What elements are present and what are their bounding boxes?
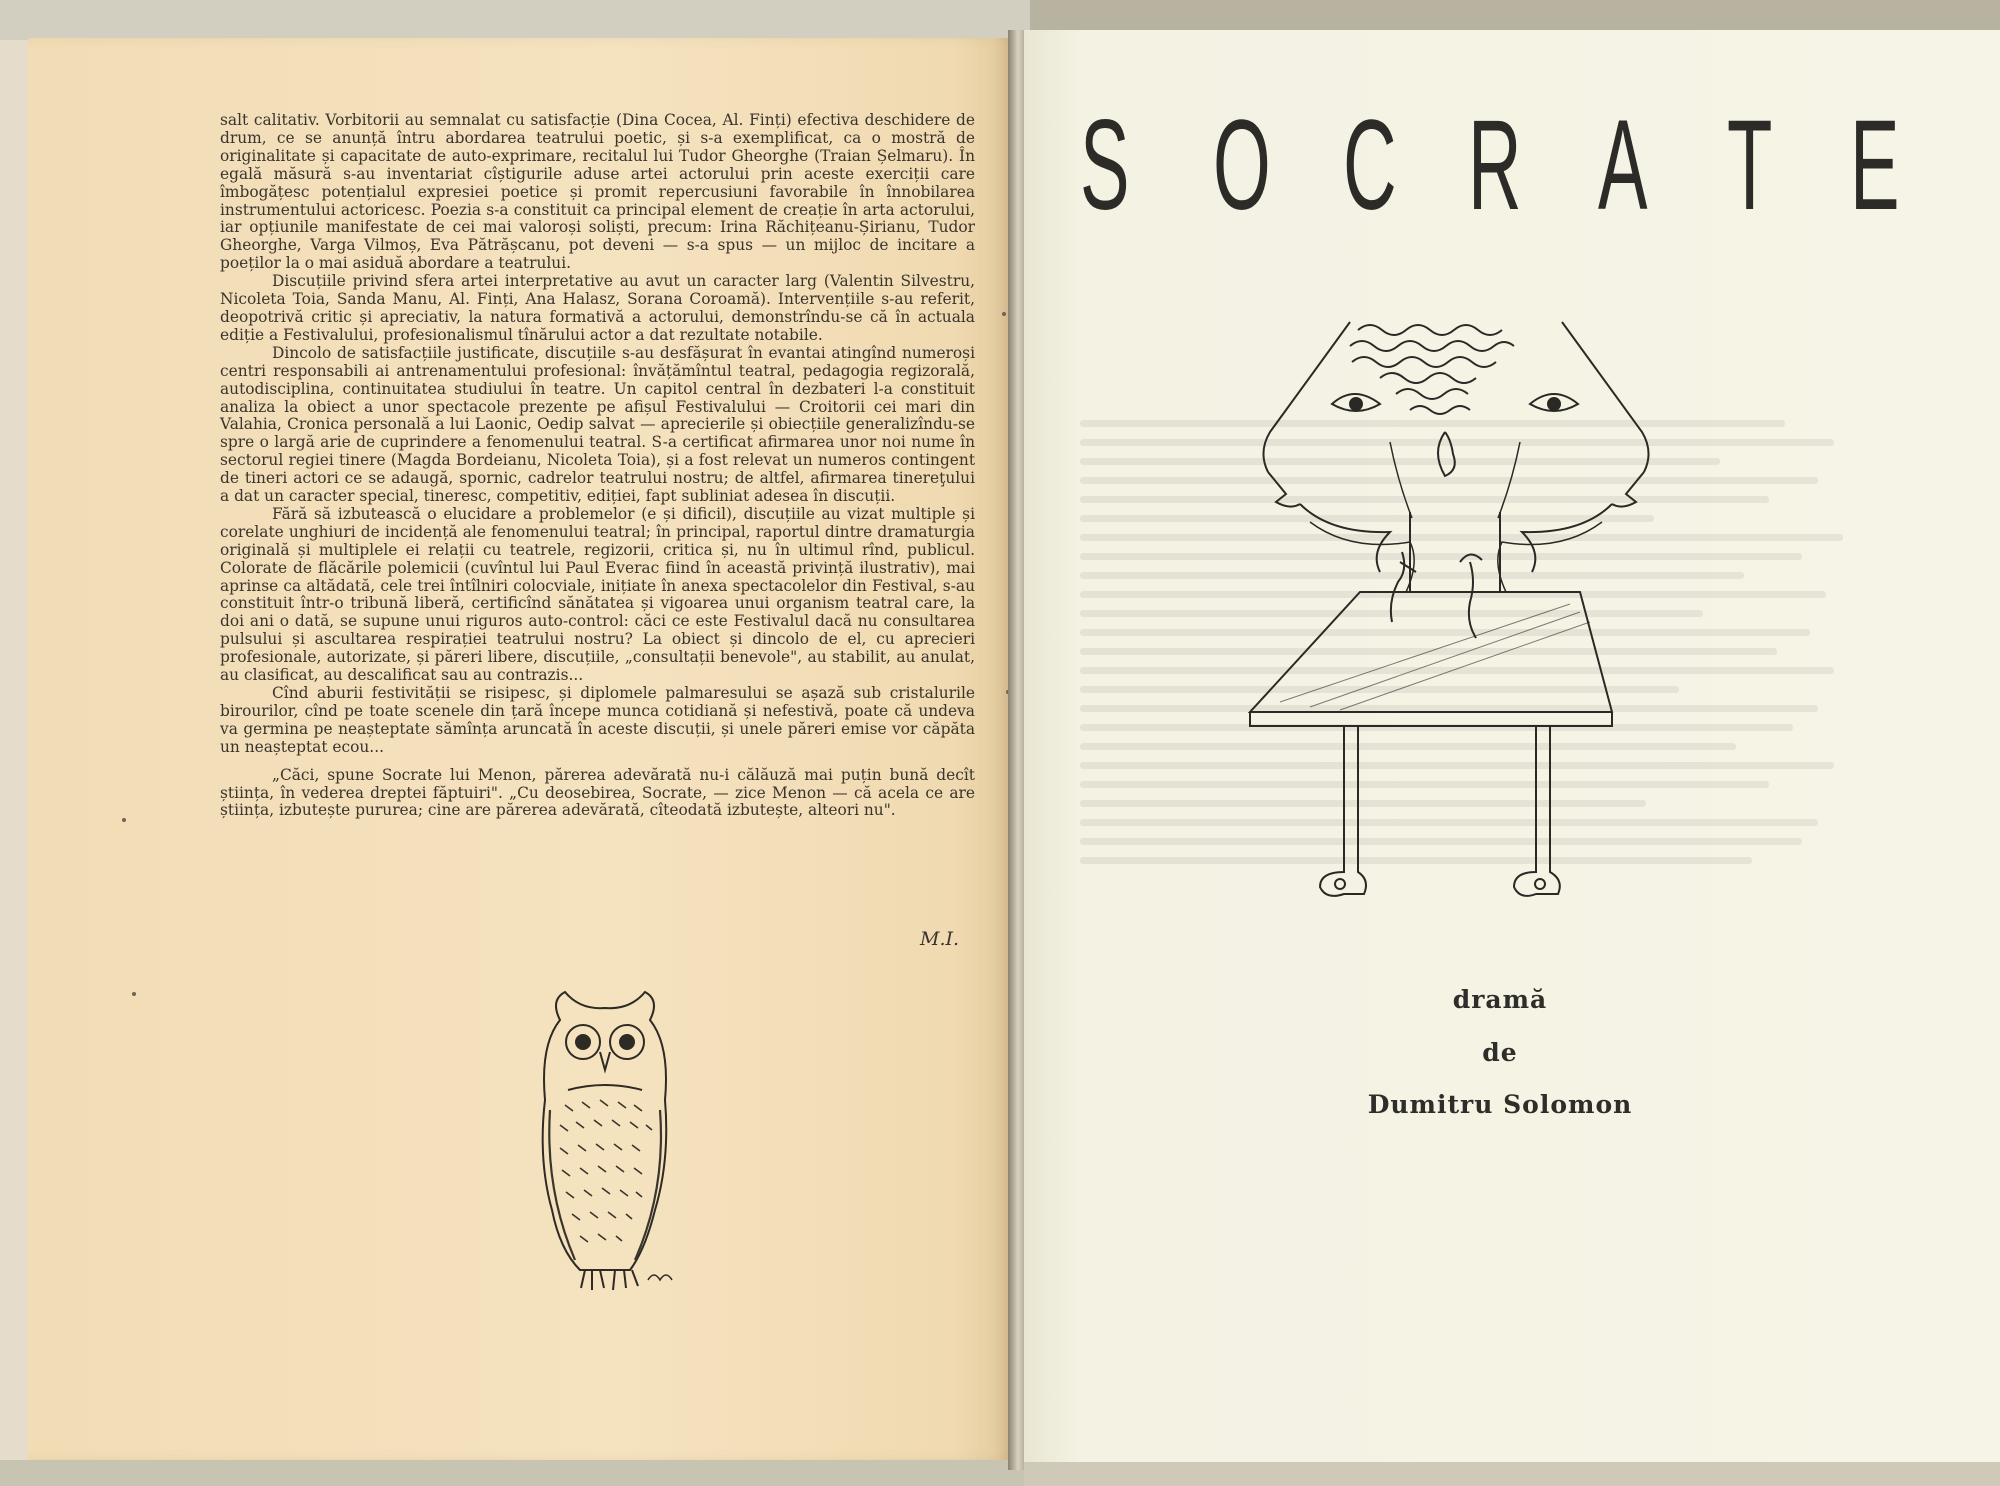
scan-speck xyxy=(122,818,126,822)
quote-paragraph: „Căci, spune Socrate lui Menon, părerea adevărată nu-i călăuză mai puțin bună decît știința, în vederea dreptei făptuiri". „Cu deosebirea, Socrate, — zice Menon — că acela ce are știința, izbutește pururea; cine are părerea adevărată, cîteodată izbutește, alteori nu". xyxy=(220,765,975,820)
paragraph: Cînd aburii festivității se risipesc, și diplomele palmaresului se așază sub cristalurile birourilor, cînd pe toate scenele din țară începe munca cotidiană și nefestivă, poate că undeva va germina pe neașteptate sămînța aruncată în aceste discuții, și unele păreri emise vor căpăta un neașteptat ecou... xyxy=(220,684,975,756)
article-text xyxy=(220,112,975,820)
subtitle-genre: dramă xyxy=(1452,985,1548,1014)
scan-speck xyxy=(1002,312,1006,316)
paragraph: Fără să izbutească o elucidare a problemelor (e și dificil), discuțiile au vizat multiple și corelate unghiuri de incidență ale fenomenului teatral; în principal, raportul dintre dramaturgia originală și multiplele ei relații cu teatrele, regizorii, critica și, nu în ultimul rînd, publicul. Colorate de flăcările polemicii (cuvîntul lui Paul Everac fiind în această privință ilustrativ), mai aprinse ca altădată, cele trei întîlniri colocviale, inițiate în anexa spectacolelor din Festival, s-au constituit într-o tribună liberă, certificînd sănătatea și vigoarea unui organism teatral care, la doi ani o dată, se supune unui riguros auto-control: căci ce este Festivalul dacă nu consultarea pulsului și ascultarea respirației teatrului nostru? La obiect și dincolo de el, cu aprecieri profesionale, autorizate, și păreri libere, discuțiile, „consultații benevole", au stabilit, au anulat, au clasificat, au descalificat sau au contrazis... xyxy=(220,504,975,685)
title-letter: E xyxy=(1850,94,1900,237)
author-signature: M.I. xyxy=(920,928,960,950)
title-letter: R xyxy=(1468,94,1522,237)
subtitle-by: de xyxy=(1482,1038,1518,1067)
socrates-table-illustration xyxy=(1240,312,1670,900)
title-letter: O xyxy=(1213,94,1271,237)
author-name: Dumitru Solomon xyxy=(1367,1090,1633,1119)
page-stack-edge xyxy=(1024,1462,2000,1486)
paragraph: Dincolo de satisfacțiile justificate, discuțiile s-au desfășurat în evantai atingînd numeroși centri responsabili ai antrenamentului profesional: învățămîntul teatral, pedagogia regizorală, autodisciplina, continuitatea studiului în teatre. Un capitol central în dezbateri l-a constituit analiza la obiect a unor spectacole prezente pe afișul Festivalului — Croitorii cei mari din Valahia, Cronica personală a lui Laonic, Oedip salvat — aprecierile și obiecțiile generalizîndu-se spre o largă arie de cuprindere a fenomenului teatral. S-a certificat afirmarea unor noi nume în sectorul regiei tinere (Magda Bordeianu, Nicoleta Toia), și a fost relevat un numeros contingent de tineri actori ce se adaugă, spornic, cadrelor teatrului nostru; de altfel, afirmarea tinereţului a dat un caracter special, tineresc, competitiv, ediției, fapt subliniat adesea în discuții. xyxy=(220,343,975,506)
play-title xyxy=(1080,96,1960,236)
title-letter: T xyxy=(1727,94,1773,237)
owl-illustration xyxy=(520,990,690,1300)
title-letter: A xyxy=(1598,94,1648,237)
paragraph: salt calitativ. Vorbitorii au semnalat cu satisfacție (Dina Cocea, Al. Finți) efectiva deschidere de drum, ce se anunță întru abordarea teatrului poetic, și s-a exemplificat, ca o mostră de originalitate și capacitate de auto-exprimare, recitalul lui Tudor Gheorghe (Traian Șelmaru). În egală măsură s-au inventariat cîștigurile aduse artei actorului prin aceste exerciții care îmbogățesc potențialul expresiei poetice și promit repercusiuni favorabile în înnobilarea instrumentului actoricesc. Poezia s-a constituit ca principal element de creație în arta actorului, iar opțiunile manifestate de cei mai valoroși soliști, precum: Irina Răchițeanu-Șirianu, Tudor Gheorghe, Varga Vilmoș, Eva Pătrășcanu, pot deveni — s-a spus — un mijloc de incitare a poeților la o mai asiduă abordare a teatrului. xyxy=(220,111,975,273)
cover-edge xyxy=(0,40,31,1460)
title-letter: C xyxy=(1343,94,1397,237)
scan-speck xyxy=(132,992,136,996)
title-letter: S xyxy=(1080,94,1130,237)
paragraph: Discuțiile privind sfera artei interpretative au avut un caracter larg (Valentin Silvestru, Nicoleta Toia, Sanda Manu, Al. Finți, Ana Halasz, Sorana Coroamă). Intervențiile s-au referit, deopotrivă critic și apreciativ, la natura formativă a actorului, demonstrîndu-se că în actuala ediție a Festivalului, profesionalismul tînărului actor a dat rezultate notabile. xyxy=(220,272,975,344)
